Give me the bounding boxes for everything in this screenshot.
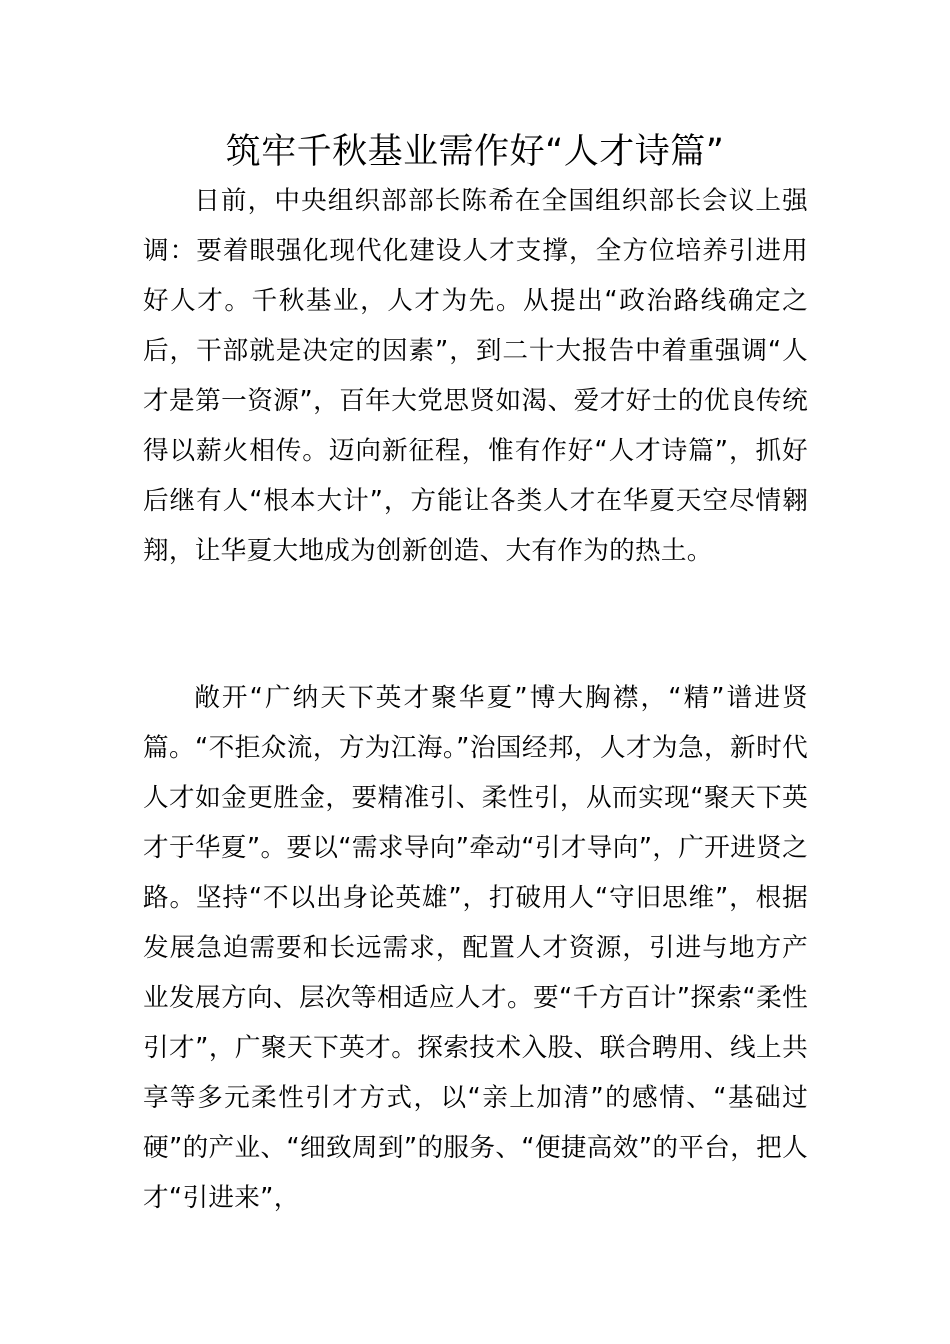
paragraph: 日前，中央组织部部长陈希在全国组织部长会议上强调：要着眼强化现代化建设人才支撑，全方位培养引进用好人才。千秋基业，人才为先。从提出“政治路线确定之后，干部就是决定的因素”，到二十大报告中着重强调“人才是第一资源”，百年大党思贤如渴、爱才好士的优良传统得以薪火相传。迈向新征程，惟有作好“人才诗篇”，抓好后继有人“根本大计”，方能让各类人才在华夏天空尽情翱翔，让华夏大地成为创新创造、大有作为的热土。 — [143, 186, 808, 566]
paragraph: 敞开“广纳天下英才聚华夏”博大胸襟，“精”谱进贤篇。“不拒众流，方为江海。”治国经邦，人才为急，新时代人才如金更胜金，要精准引、柔性引，从而实现“聚天下英才于华夏”。要以“需求导向”牵动“引才导向”，广开进贤之路。坚持“不以出身论英雄”，打破用人“守旧思维”，根据发展急迫需要和长远需求，配置人才资源，引进与地方产业发展方向、层次等相适应人才。要“千方百计”探索“柔性引才”，广聚天下英才。探索技术入股、联合聘用、线上共享等多元柔性引才方式，以“亲上加清”的感情、“基础过硬”的产业、“细致周到”的服务、“便捷高效”的平台，把人才“引进来”， — [143, 683, 808, 1213]
document-title: 筑牢千秋基业需作好“人才诗篇” — [225, 132, 725, 172]
